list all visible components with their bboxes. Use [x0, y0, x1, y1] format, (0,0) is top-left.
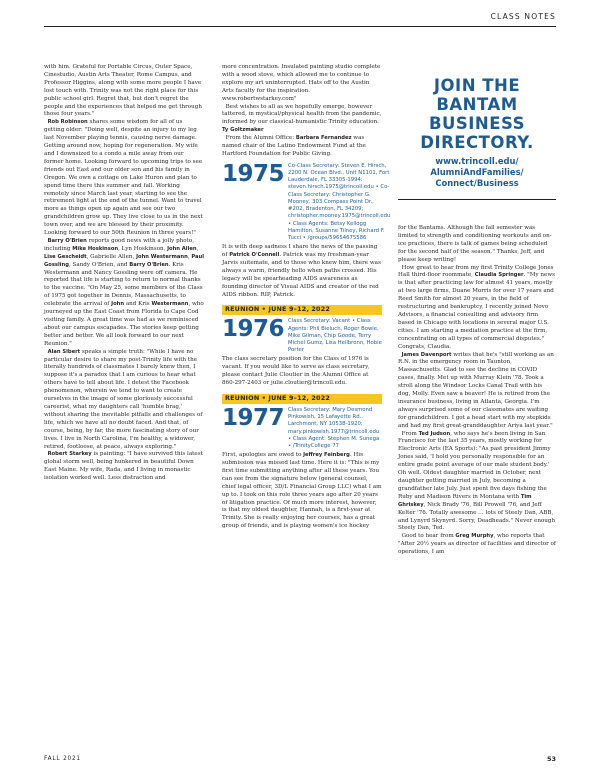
paragraph: From the Alumni Office: Barbara Fernandez was named chair of the Latino Endowment Fund at the Hartford Foundation for Public Giving.	[222, 135, 366, 157]
column-1	[44, 64, 204, 483]
class-info: Class Secretary: Mary Desmond Pinkowish, 15 Lafayette Rd., Larchmont, NY 10538-1920; mary.pinkowish.1977@trincoll.edu • Class Agent: Stephen M. Sunega • /TrinityCollege 77	[288, 406, 380, 449]
paragraph: The class secretary position for the Class of 1976 is vacant. If you would like to serve as class secretary, please contact Julie Cloutier in the Alumni Office at 860-297-2403 or julie.cloutier@trincoll.edu.	[222, 356, 370, 387]
paragraph: Robert Starkey is painting: "I have survived this latest global storm well, being hunkered in beautiful Down East Maine. My wife, Rada, and I living in monastic isolation worked well. Less distraction and	[44, 451, 203, 482]
paragraph: more concentration. Insulated painting studio complete with a wood stove, which allowed me to continue to explore my art uninterrupted. Hats off to the Austin Arts faculty for the inspiration. www.robertwstarkey.com"	[222, 64, 381, 102]
paragraph: for the Bantams. Although the fall semester was limited to strength and conditioning workouts and on-ice practices, there is talk of games being scheduled for the second half of the season." Thanks, Jeff, and please keep writing!	[398, 225, 552, 263]
class-info: Co-Class Secretary: Steven E. Hirsch, 2200 N. Ocean Blvd., Unit N1101, Fort Lauderdale, FL 33305-1994; steven.hirsch.1975@trincoll.edu • Co-Class Secretary: Christopher G. Mooney, 303 Compass Point Dr., #202, Bradenton, FL 34209; christopher.mooney.1975@trincoll.edu • Class Agents: Betsy Kellogg Hamilton, Susanne Tilney, Richard F. Tucci • /groups/59654675586	[288, 162, 391, 241]
page-number: 53	[546, 755, 556, 763]
promo-title-line: BUSINESS	[428, 114, 526, 133]
paragraph: From Ted Judson, who says he's been living in San Francisco for the last 35 years, mostly working for Electronic Arts (EA Sports): "As past president Jimmy Jones said, 'I hold you personally responsible for an entire grade point average of our male student body.' Oh well. Oldest daughter married in October, next daughter getting married in July, becoming a grandfather late July. Just spent five days fishing the Ruby and Madison Rivers in Montana with Tim Ghriskey, Nick Brady '76, Bill Prowell '76, and Jeff Kelter '76. Totally awesome … lots of Steely Dan, ABB, and Lynyrd Skynyrd. Sorry, Deadheads." Never enough Steely Dan, Ted.	[398, 430, 556, 532]
promo-title-line: JOIN THE	[433, 76, 521, 95]
class-1976	[222, 305, 382, 388]
class-year: 1977	[222, 404, 285, 431]
paragraph: Rob Robinson shares some wisdom for all of us getting older: "Doing well, despite an injury to my leg last November playing tennis, causing nerve damage. Getting around now, hoping for regeneration. My wife and I downsized to a condo a mile away from our former home. Looking forward to upcoming trips to see friends out East and our older son and his family in Oregon. We own a cottage on Lake Huron and plan to spend time there this summer and fall. Working remotely since March last year, starting to see the retirement light at the end of the tunnel. Want to travel more as things open up again and see our two grandchildren grow up. They live close to us in the next town over, and we are blessed by their proximity. Looking forward to our 50th Reunion in three years!"	[44, 119, 203, 237]
reunion-banner: REUNION • JUNE 9–12, 2022	[222, 394, 382, 404]
promo-title-line: DIRECTORY.	[420, 133, 534, 152]
header-rule	[44, 26, 556, 27]
paragraph: Best wishes to all as we hopefully emerge, however tattered, in mystical/physical health from the pandemic, informed by our classical-humanistic Trinity education.	[222, 103, 382, 126]
paragraph: First, apologies are owed to Jeffrey Feinberg. His submission was missed last time. Here it is: "This is my first time submitting anything after all these years. You can see from the signature below (general counsel, chief legal officer, 3D/L Financial Group LLC) what I am up to. I took on this role three years ago after 20 years of litigation practice. Of much more interest, however, is that my oldest daughter, Hannah, is a first-year at Trinity. She is really enjoying her courses, has a great group of friends, and is playing women's ice hockey	[222, 452, 382, 530]
class-year: 1976	[222, 316, 285, 343]
promo-rule	[398, 199, 556, 200]
promo-link[interactable]: www.trincoll.edu/ AlumniAndFamilies/ Connect/Business	[430, 156, 524, 188]
reunion-banner: REUNION • JUNE 9–12, 2022	[222, 305, 382, 315]
paragraph: Barry O'Brien reports good news with a jolly photo, including Mike Hoskinson, Lyn Hoskinson, John Allen, Lise Gescheidt, Gabrielle Allen, John Westermann, Paul Gossling, Sandy O'Brien, and Barry O'Brien. Kris Westermann and Nancy Gossling were off camera. He reported that life is starting to return to normal thanks to the vaccine. "On May 25, some members of the Class of 1975 got together in Dennis, Massachusetts, to celebrate the arrival of John and Kris Westermann, who journeyed up the East Coast from Florida to Cape Cod visiting family. A great time was had as we reminisced about our campus escapades. The stories keep getting better and better. We all look forward to our next Reunion."	[44, 237, 204, 347]
paragraph: Good to hear from Greg Murphy, who reports that "After 20½ years as director of facilities and director of operations, I am	[398, 533, 556, 556]
class-info: Class Secretary: Vacant • Class Agents: Phil Bieluch, Roger Bowie, Mike Gilman, Chip Goode, Terry Michel Gumz, Lisa Heilbronn, Hobie Porter	[288, 318, 382, 354]
class-year: 1975	[222, 160, 285, 187]
column-3	[398, 225, 556, 557]
signature: Ty Goltzmaker	[222, 127, 264, 134]
business-directory-promo	[398, 76, 556, 200]
issue-label: FALL 2021	[44, 756, 82, 762]
paragraph: with him. Grateful for Portable Circus, Outer Space, Cinestudio, Austin Arts Theater, Rome Campus, and Professor Higgins, along with some more people I have lost touch with. Trinity was not the right place for this public school girl. Regret that, but don't regret the people and the experiences that helped me get through those four years."	[44, 64, 202, 118]
column-2	[222, 64, 391, 531]
paragraph: How great to hear from my first Trinity College Jones Hall third-floor roommate, Claudia Springer. "My news is that after practicing law for almost 41 years, mostly at two large firms, Duane Morris for over 17 years and Reed Smith for almost 20 years, in the field of restructuring and bankruptcy, I recently joined Novo Advisors, a financial consulting and advisory firm based in Chicago with locations in several major U.S. cities. I am starting a mediation practice at the firm, concentrating on all types of commercial disputes." Congrats, Claudia.	[398, 264, 555, 350]
section-header: CLASS NOTES	[490, 12, 556, 21]
promo-title-line: BANTAM	[436, 95, 518, 114]
paragraph: James Davenport writes that he's "still working as an R.N. in the emergency room in Taunton, Massachusetts. Glad to see the decline in COVID cases, finally. Met up with Murray Klein '78. Took a stroll along the Windsor Locks Canal Trail with his dog, Molly. Even saw a beaver! He is retired from the insurance business, living in Atlanta, Georgia. I'm always surprised some of our classmates are waiting for grandchildren. I got a head start with my stepkids and had my first great-granddaughter Ariya last year."	[398, 351, 554, 429]
class-1977	[222, 394, 382, 531]
class-1975	[222, 160, 391, 300]
paragraph: Alan Sibert speaks a simple truth: "While I have no particular desire to share my post-Trinity life with the literally hundreds of classmates I barely knew then, I suppose it's a paradox that I am curious to hear what others have to tell about life. I detest the Facebook phenomenon, wherein we tend to want to create ourselves in the image of some gloriously successful careerist, what my daughters call 'humble brag,' without sharing the inevitable pitfalls and challenges of life, which we have all no doubt faced. And that, of course, being, by far, the more fascinating story of our lives. I live in North Carolina, I'm healthy, a widower, retired, footloose, at peace, always exploring."	[44, 348, 203, 450]
paragraph: It is with deep sadness I share the news of the passing of Patrick O'Connell. Patrick was my freshman-year Jarvis suitemate, and to those who knew him, there was always a warm, friendly hello when paths crossed. His legacy will be spearheading AIDS awareness as founding director of Visual AIDS and creator of the red AIDS ribbon. RIP, Patrick.	[222, 244, 381, 298]
